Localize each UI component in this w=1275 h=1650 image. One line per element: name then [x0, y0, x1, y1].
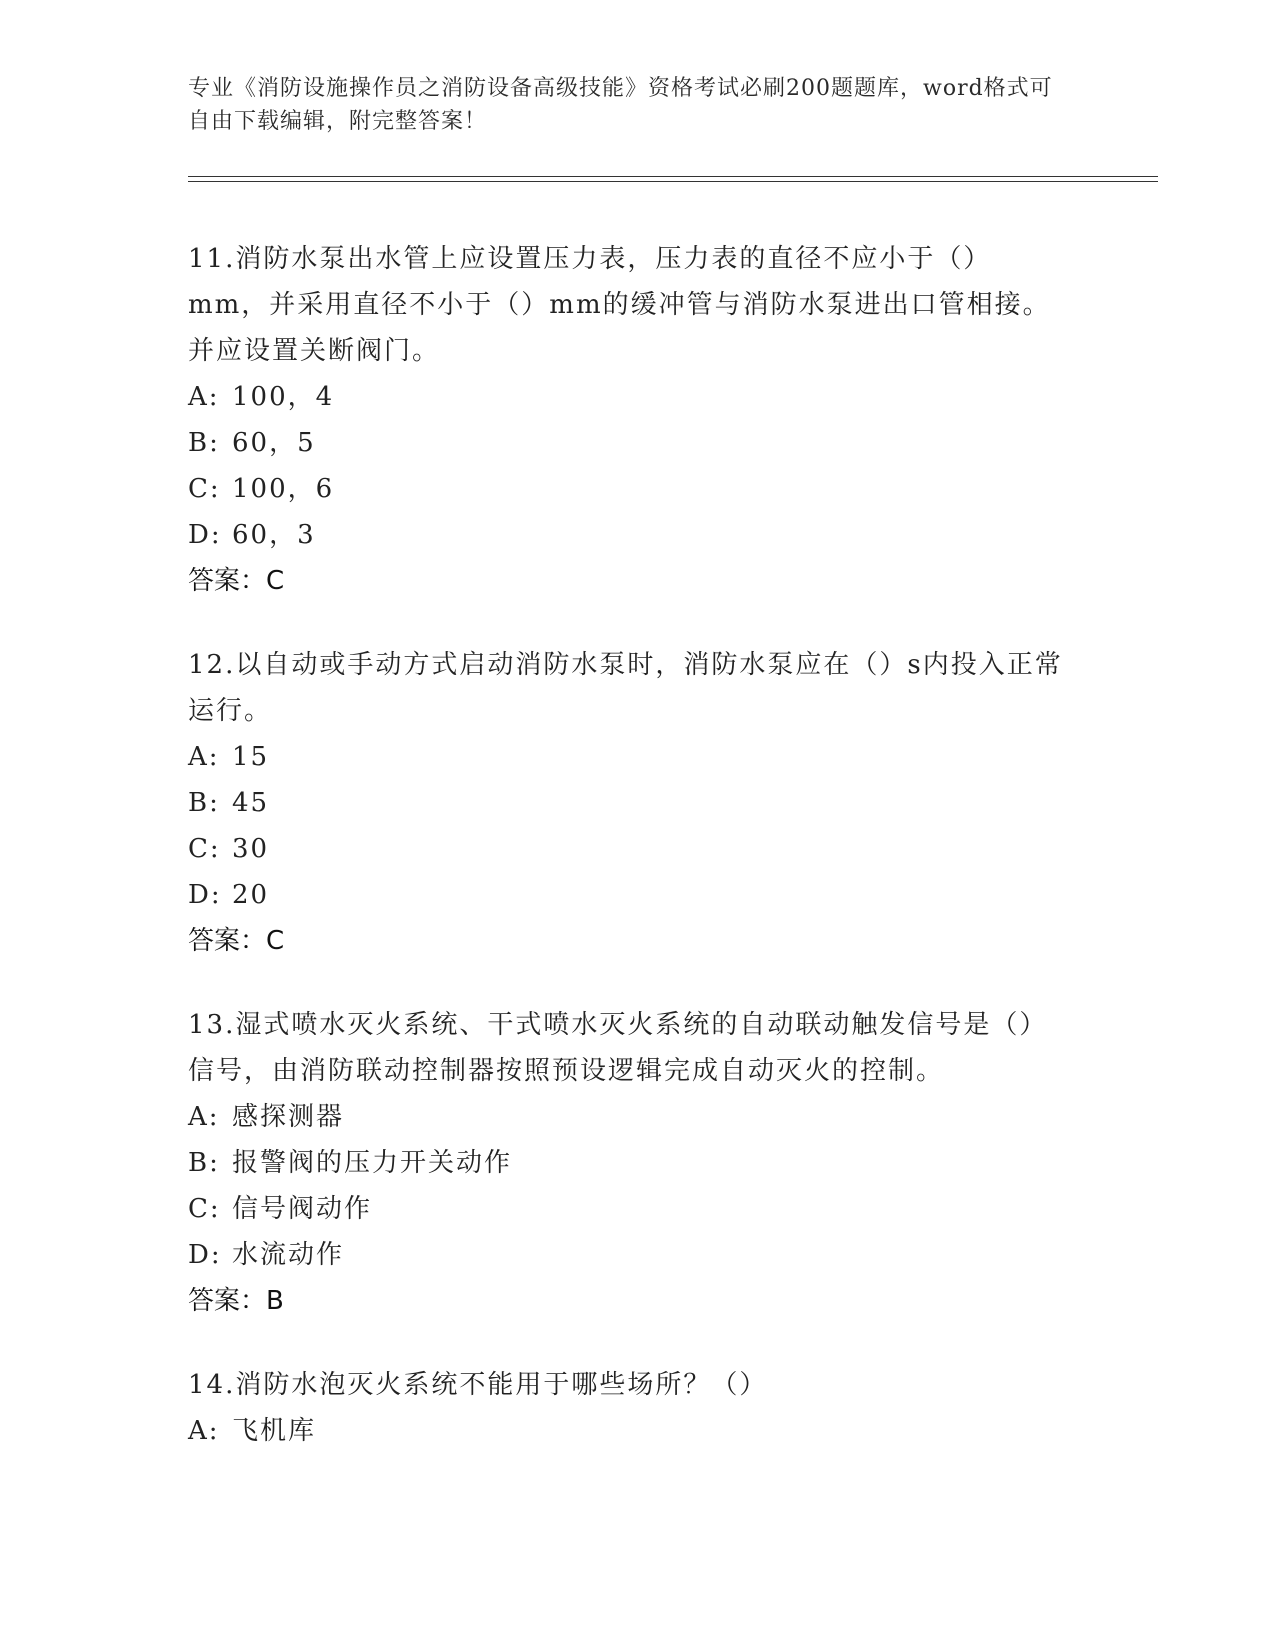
header-divider-top — [188, 176, 1158, 177]
option-a — [188, 734, 1068, 780]
answer-line: 答案：C — [188, 566, 285, 596]
option-key: D: — [188, 520, 222, 550]
option-text: 信号阀动作 — [232, 1194, 373, 1224]
option-text: 30 — [232, 834, 270, 864]
option-text: 60，3 — [232, 520, 316, 550]
question-13 — [188, 1002, 1068, 1324]
option-text: 20 — [232, 880, 270, 910]
question-14 — [188, 1362, 1068, 1454]
question-stem: 12.以自动或手动方式启动消防水泵时，消防水泵应在（）s内投入正常运行。 — [188, 650, 1063, 726]
option-key: A: — [188, 742, 220, 772]
option-a — [188, 1408, 1068, 1454]
option-b — [188, 420, 1068, 466]
option-text: 15 — [232, 742, 270, 772]
option-key: C: — [188, 834, 221, 864]
option-key: C: — [188, 474, 221, 504]
option-key: B: — [188, 788, 220, 818]
option-text: 报警阀的压力开关动作 — [232, 1148, 513, 1178]
option-text: 水流动作 — [232, 1240, 345, 1270]
question-11 — [188, 236, 1068, 604]
option-c — [188, 1186, 1068, 1232]
option-b — [188, 1140, 1068, 1186]
option-text: 飞机库 — [232, 1416, 317, 1446]
option-c — [188, 466, 1068, 512]
question-stem: 13.湿式喷水灭火系统、干式喷水灭火系统的自动联动触发信号是（）信号，由消防联动控制器按照预设逻辑完成自动灭火的控制。 — [188, 1010, 1048, 1086]
option-key: D: — [188, 1240, 222, 1270]
option-key: B: — [188, 1148, 220, 1178]
option-d — [188, 512, 1068, 558]
option-d — [188, 1232, 1068, 1278]
question-stem: 14.消防水泡灭火系统不能用于哪些场所？（） — [188, 1370, 768, 1400]
question-stem: 11.消防水泵出水管上应设置压力表，压力表的直径不应小于（）mm，并采用直径不小于（）mm的缓冲管与消防水泵进出口管相接。并应设置关断阀门。 — [188, 244, 1051, 366]
header-divider-bottom — [188, 181, 1158, 182]
option-key: D: — [188, 880, 222, 910]
answer-line: 答案：B — [188, 1286, 284, 1316]
answer-line: 答案：C — [188, 926, 285, 956]
question-list — [188, 236, 1068, 1492]
option-key: A: — [188, 382, 220, 412]
option-key: A: — [188, 1102, 220, 1132]
option-text: 60，5 — [232, 428, 316, 458]
option-text: 感探测器 — [232, 1102, 345, 1132]
option-d — [188, 872, 1068, 918]
option-b — [188, 780, 1068, 826]
option-key: B: — [188, 428, 220, 458]
question-12 — [188, 642, 1068, 964]
option-a — [188, 374, 1068, 420]
option-key: A: — [188, 1416, 220, 1446]
option-text: 45 — [232, 788, 270, 818]
option-text: 100，4 — [232, 382, 335, 412]
option-c — [188, 826, 1068, 872]
option-key: C: — [188, 1194, 221, 1224]
option-a — [188, 1094, 1068, 1140]
document-header: 专业《消防设施操作员之消防设备高级技能》资格考试必刷200题题库，word格式可自由下载编辑，附完整答案！ — [188, 76, 1053, 134]
option-text: 100，6 — [232, 474, 335, 504]
